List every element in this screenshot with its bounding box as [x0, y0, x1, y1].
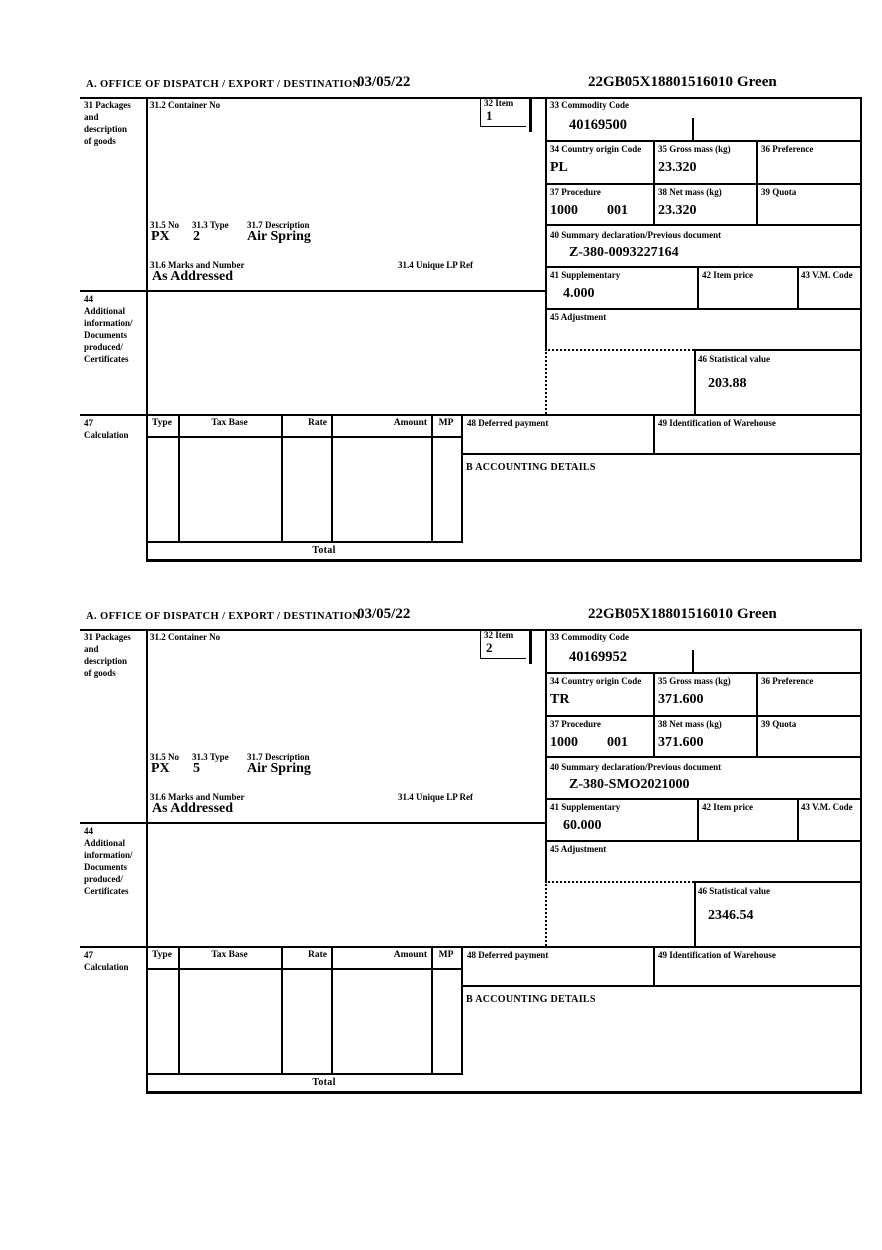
summary-declaration-label: 40 Summary declaration/Previous document: [550, 762, 722, 772]
commodity-code-label: 33 Commodity Code: [550, 632, 629, 642]
net-mass-label: 38 Net mass (kg): [658, 719, 722, 729]
form-top-border: [80, 629, 862, 631]
package-type-label: 31.3 Type: [192, 752, 229, 762]
vm-code-label: 43 V.M. Code: [801, 270, 853, 280]
label-column-divider: [146, 629, 148, 1091]
procedure-label: 37 Procedure: [550, 187, 601, 197]
table-header-type: Type: [152, 950, 172, 960]
accounting-details-label: B ACCOUNTING DETAILS: [466, 462, 596, 473]
quota-label: 39 Quota: [761, 187, 797, 197]
type-column-divider: [178, 414, 180, 541]
procedure-label: 37 Procedure: [550, 719, 601, 729]
box44-label-line4: Documents: [84, 330, 127, 340]
package-type-value: 5: [193, 761, 200, 776]
amount-column-divider: [431, 414, 433, 541]
price-vm-divider: [797, 266, 799, 308]
accounting-details-label: B ACCOUNTING DETAILS: [466, 994, 596, 1005]
commodity-code-value: 40169500: [569, 117, 627, 133]
table-header-mp: MP: [438, 950, 454, 960]
statistical-value-label: 46 Statistical value: [698, 354, 770, 364]
mass-preference-divider: [756, 140, 758, 224]
form-bottom-border: [146, 559, 862, 562]
country-origin-label: 34 Country origin Code: [550, 144, 642, 154]
box31-label-line4: of goods: [84, 136, 116, 146]
item-number-value: 2: [486, 640, 493, 655]
declaration-date: 03/05/22: [357, 74, 411, 90]
table-header-rate: Rate: [308, 950, 327, 960]
table-bottom-border: [146, 1073, 463, 1075]
box44-label-line5: produced/: [84, 342, 123, 352]
supplementary-label: 41 Supplementary: [550, 270, 621, 280]
dotted-left-border: [545, 349, 547, 414]
statistical-box-top-border: [694, 349, 862, 351]
quota-label: 39 Quota: [761, 719, 797, 729]
table-right-border: [461, 414, 463, 541]
mrn-number: 22GB05X18801516010: [588, 606, 734, 622]
declaration-form-section: [80, 606, 862, 1101]
item-box-left-border: [480, 97, 481, 126]
declaration-form-section: [80, 74, 862, 569]
country-origin-value: TR: [550, 692, 570, 707]
box47-label-line1: 47: [84, 950, 93, 960]
procedure-extra-value: 001: [607, 735, 628, 750]
table-bottom-border: [146, 541, 463, 543]
form-top-border: [80, 97, 862, 99]
container-no-label: 31.2 Container No: [150, 632, 221, 642]
warehouse-label: 49 Identification of Warehouse: [658, 950, 776, 960]
box44-label-line6: Certificates: [84, 354, 129, 364]
commodity-code-divider: [692, 118, 694, 140]
marks-value: As Addressed: [152, 801, 234, 816]
taxbase-column-divider: [281, 414, 283, 541]
marks-value: As Addressed: [152, 269, 234, 284]
preference-label: 36 Preference: [761, 676, 814, 686]
summary-row-divider: [545, 266, 862, 268]
supplementary-price-divider: [697, 798, 699, 840]
commodity-row-divider: [545, 672, 862, 674]
price-vm-divider: [797, 798, 799, 840]
dotted-left-border: [545, 881, 547, 946]
item-box-left-border: [480, 629, 481, 658]
deferred-warehouse-divider: [653, 414, 655, 455]
supplementary-label: 41 Supplementary: [550, 802, 621, 812]
commodity-code-divider: [692, 650, 694, 672]
supplementary-value: 60.000: [563, 818, 602, 833]
deferred-payment-label: 48 Deferred payment: [467, 950, 549, 960]
deferred-bottom-border: [461, 453, 862, 455]
calculation-band-top-border: [80, 946, 862, 948]
container-no-label: 31.2 Container No: [150, 100, 221, 110]
supplementary-row-divider: [545, 308, 862, 310]
package-type-value: 2: [193, 229, 200, 244]
box44-label-line1: 44: [84, 294, 93, 304]
amount-column-divider: [431, 946, 433, 1073]
table-header-type: Type: [152, 418, 172, 428]
box31-label-line2: and: [84, 644, 99, 654]
procedure-extra-value: 001: [607, 203, 628, 218]
item-price-label: 42 Item price: [702, 802, 753, 812]
description-label: 31.7 Description: [247, 220, 310, 230]
statistical-value-label: 46 Statistical value: [698, 886, 770, 896]
origin-mass-divider: [653, 140, 655, 224]
form-right-border: [860, 97, 862, 559]
deferred-bottom-border: [461, 985, 862, 987]
unique-lp-ref-label: 31.4 Unique LP Ref: [398, 260, 474, 270]
table-header-amount: Amount: [393, 950, 427, 960]
right-column-left-border: [545, 629, 547, 881]
routing-status: Green: [737, 74, 777, 90]
right-column-left-border: [545, 97, 547, 349]
box44-label-line2: Additional: [84, 838, 126, 848]
total-label: Total: [312, 1077, 336, 1088]
summary-declaration-value: Z-380-0093227164: [569, 245, 679, 260]
item-box-bottom-border: [480, 658, 526, 659]
label-column-divider: [146, 97, 148, 559]
box44-label-line1: 44: [84, 826, 93, 836]
description-value: Air Spring: [247, 761, 311, 776]
net-mass-value: 371.600: [658, 735, 704, 750]
deferred-warehouse-divider: [653, 946, 655, 987]
net-mass-label: 38 Net mass (kg): [658, 187, 722, 197]
box47-label-line2: Calculation: [84, 430, 129, 440]
table-header-tax-base: Tax Base: [211, 418, 248, 428]
dotted-adjustment-divider: [545, 881, 694, 883]
deferred-payment-label: 48 Deferred payment: [467, 418, 549, 428]
statistical-box-left-border: [694, 349, 696, 414]
gross-mass-value: 371.600: [658, 692, 704, 707]
office-of-dispatch-label: A. OFFICE OF DISPATCH / EXPORT / DESTINATION: [86, 79, 361, 90]
taxbase-column-divider: [281, 946, 283, 1073]
office-of-dispatch-label: A. OFFICE OF DISPATCH / EXPORT / DESTINATION: [86, 611, 361, 622]
box44-label-line2: Additional: [84, 306, 126, 316]
item-number-value: 1: [486, 108, 493, 123]
box31-label-line3: description: [84, 656, 128, 666]
table-header-rate: Rate: [308, 418, 327, 428]
table-header-bottom-border: [146, 968, 463, 970]
box44-top-border: [80, 290, 547, 292]
calculation-band-top-border: [80, 414, 862, 416]
declaration-date: 03/05/22: [357, 606, 411, 622]
item-box-right-border: [529, 629, 532, 664]
origin-mass-divider: [653, 672, 655, 756]
origin-row-divider: [545, 183, 862, 185]
table-header-mp: MP: [438, 418, 454, 428]
item-box-bottom-border: [480, 126, 526, 127]
rate-column-divider: [331, 946, 333, 1073]
procedure-value: 1000: [550, 203, 578, 218]
package-type-label: 31.3 Type: [192, 220, 229, 230]
adjustment-label: 45 Adjustment: [550, 312, 607, 322]
procedure-row-divider: [545, 756, 862, 758]
box44-label-line3: information/: [84, 850, 133, 860]
unique-lp-ref-label: 31.4 Unique LP Ref: [398, 792, 474, 802]
item-label: 32 Item: [484, 98, 514, 108]
gross-mass-label: 35 Gross mass (kg): [658, 144, 731, 154]
package-no-label: 31.5 No: [150, 220, 179, 230]
box44-label-line5: produced/: [84, 874, 123, 884]
origin-row-divider: [545, 715, 862, 717]
warehouse-label: 49 Identification of Warehouse: [658, 418, 776, 428]
item-box-right-border: [529, 97, 532, 132]
box44-top-border: [80, 822, 547, 824]
gross-mass-value: 23.320: [658, 160, 697, 175]
commodity-row-divider: [545, 140, 862, 142]
mass-preference-divider: [756, 672, 758, 756]
statistical-value: 2346.54: [708, 908, 754, 923]
package-no-value: PX: [151, 761, 170, 776]
procedure-value: 1000: [550, 735, 578, 750]
supplementary-price-divider: [697, 266, 699, 308]
box31-label-line4: of goods: [84, 668, 116, 678]
vm-code-label: 43 V.M. Code: [801, 802, 853, 812]
table-header-tax-base: Tax Base: [211, 950, 248, 960]
adjustment-label: 45 Adjustment: [550, 844, 607, 854]
procedure-row-divider: [545, 224, 862, 226]
box31-label-line3: description: [84, 124, 128, 134]
item-label: 32 Item: [484, 630, 514, 640]
total-label: Total: [312, 545, 336, 556]
box44-label-line6: Certificates: [84, 886, 129, 896]
commodity-code-label: 33 Commodity Code: [550, 100, 629, 110]
dotted-adjustment-divider: [545, 349, 694, 351]
box44-label-line3: information/: [84, 318, 133, 328]
type-column-divider: [178, 946, 180, 1073]
description-label: 31.7 Description: [247, 752, 310, 762]
country-origin-label: 34 Country origin Code: [550, 676, 642, 686]
form-right-border: [860, 629, 862, 1091]
marks-number-label: 31.6 Marks and Number: [150, 260, 245, 270]
table-header-bottom-border: [146, 436, 463, 438]
item-price-label: 42 Item price: [702, 270, 753, 280]
routing-status: Green: [737, 606, 777, 622]
supplementary-row-divider: [545, 840, 862, 842]
statistical-box-top-border: [694, 881, 862, 883]
description-value: Air Spring: [247, 229, 311, 244]
summary-declaration-value: Z-380-SMO2021000: [569, 777, 690, 792]
gross-mass-label: 35 Gross mass (kg): [658, 676, 731, 686]
box31-label-line1: 31 Packages: [84, 100, 131, 110]
country-origin-value: PL: [550, 160, 568, 175]
supplementary-value: 4.000: [563, 286, 595, 301]
preference-label: 36 Preference: [761, 144, 814, 154]
commodity-code-value: 40169952: [569, 649, 627, 665]
statistical-box-left-border: [694, 881, 696, 946]
summary-declaration-label: 40 Summary declaration/Previous document: [550, 230, 722, 240]
statistical-value: 203.88: [708, 376, 747, 391]
net-mass-value: 23.320: [658, 203, 697, 218]
marks-number-label: 31.6 Marks and Number: [150, 792, 245, 802]
rate-column-divider: [331, 414, 333, 541]
box44-label-line4: Documents: [84, 862, 127, 872]
box31-label-line1: 31 Packages: [84, 632, 131, 642]
package-no-label: 31.5 No: [150, 752, 179, 762]
summary-row-divider: [545, 798, 862, 800]
table-header-amount: Amount: [393, 418, 427, 428]
mrn-number: 22GB05X18801516010: [588, 74, 734, 90]
form-bottom-border: [146, 1091, 862, 1094]
box47-label-line2: Calculation: [84, 962, 129, 972]
package-no-value: PX: [151, 229, 170, 244]
box47-label-line1: 47: [84, 418, 93, 428]
table-right-border: [461, 946, 463, 1073]
box31-label-line2: and: [84, 112, 99, 122]
